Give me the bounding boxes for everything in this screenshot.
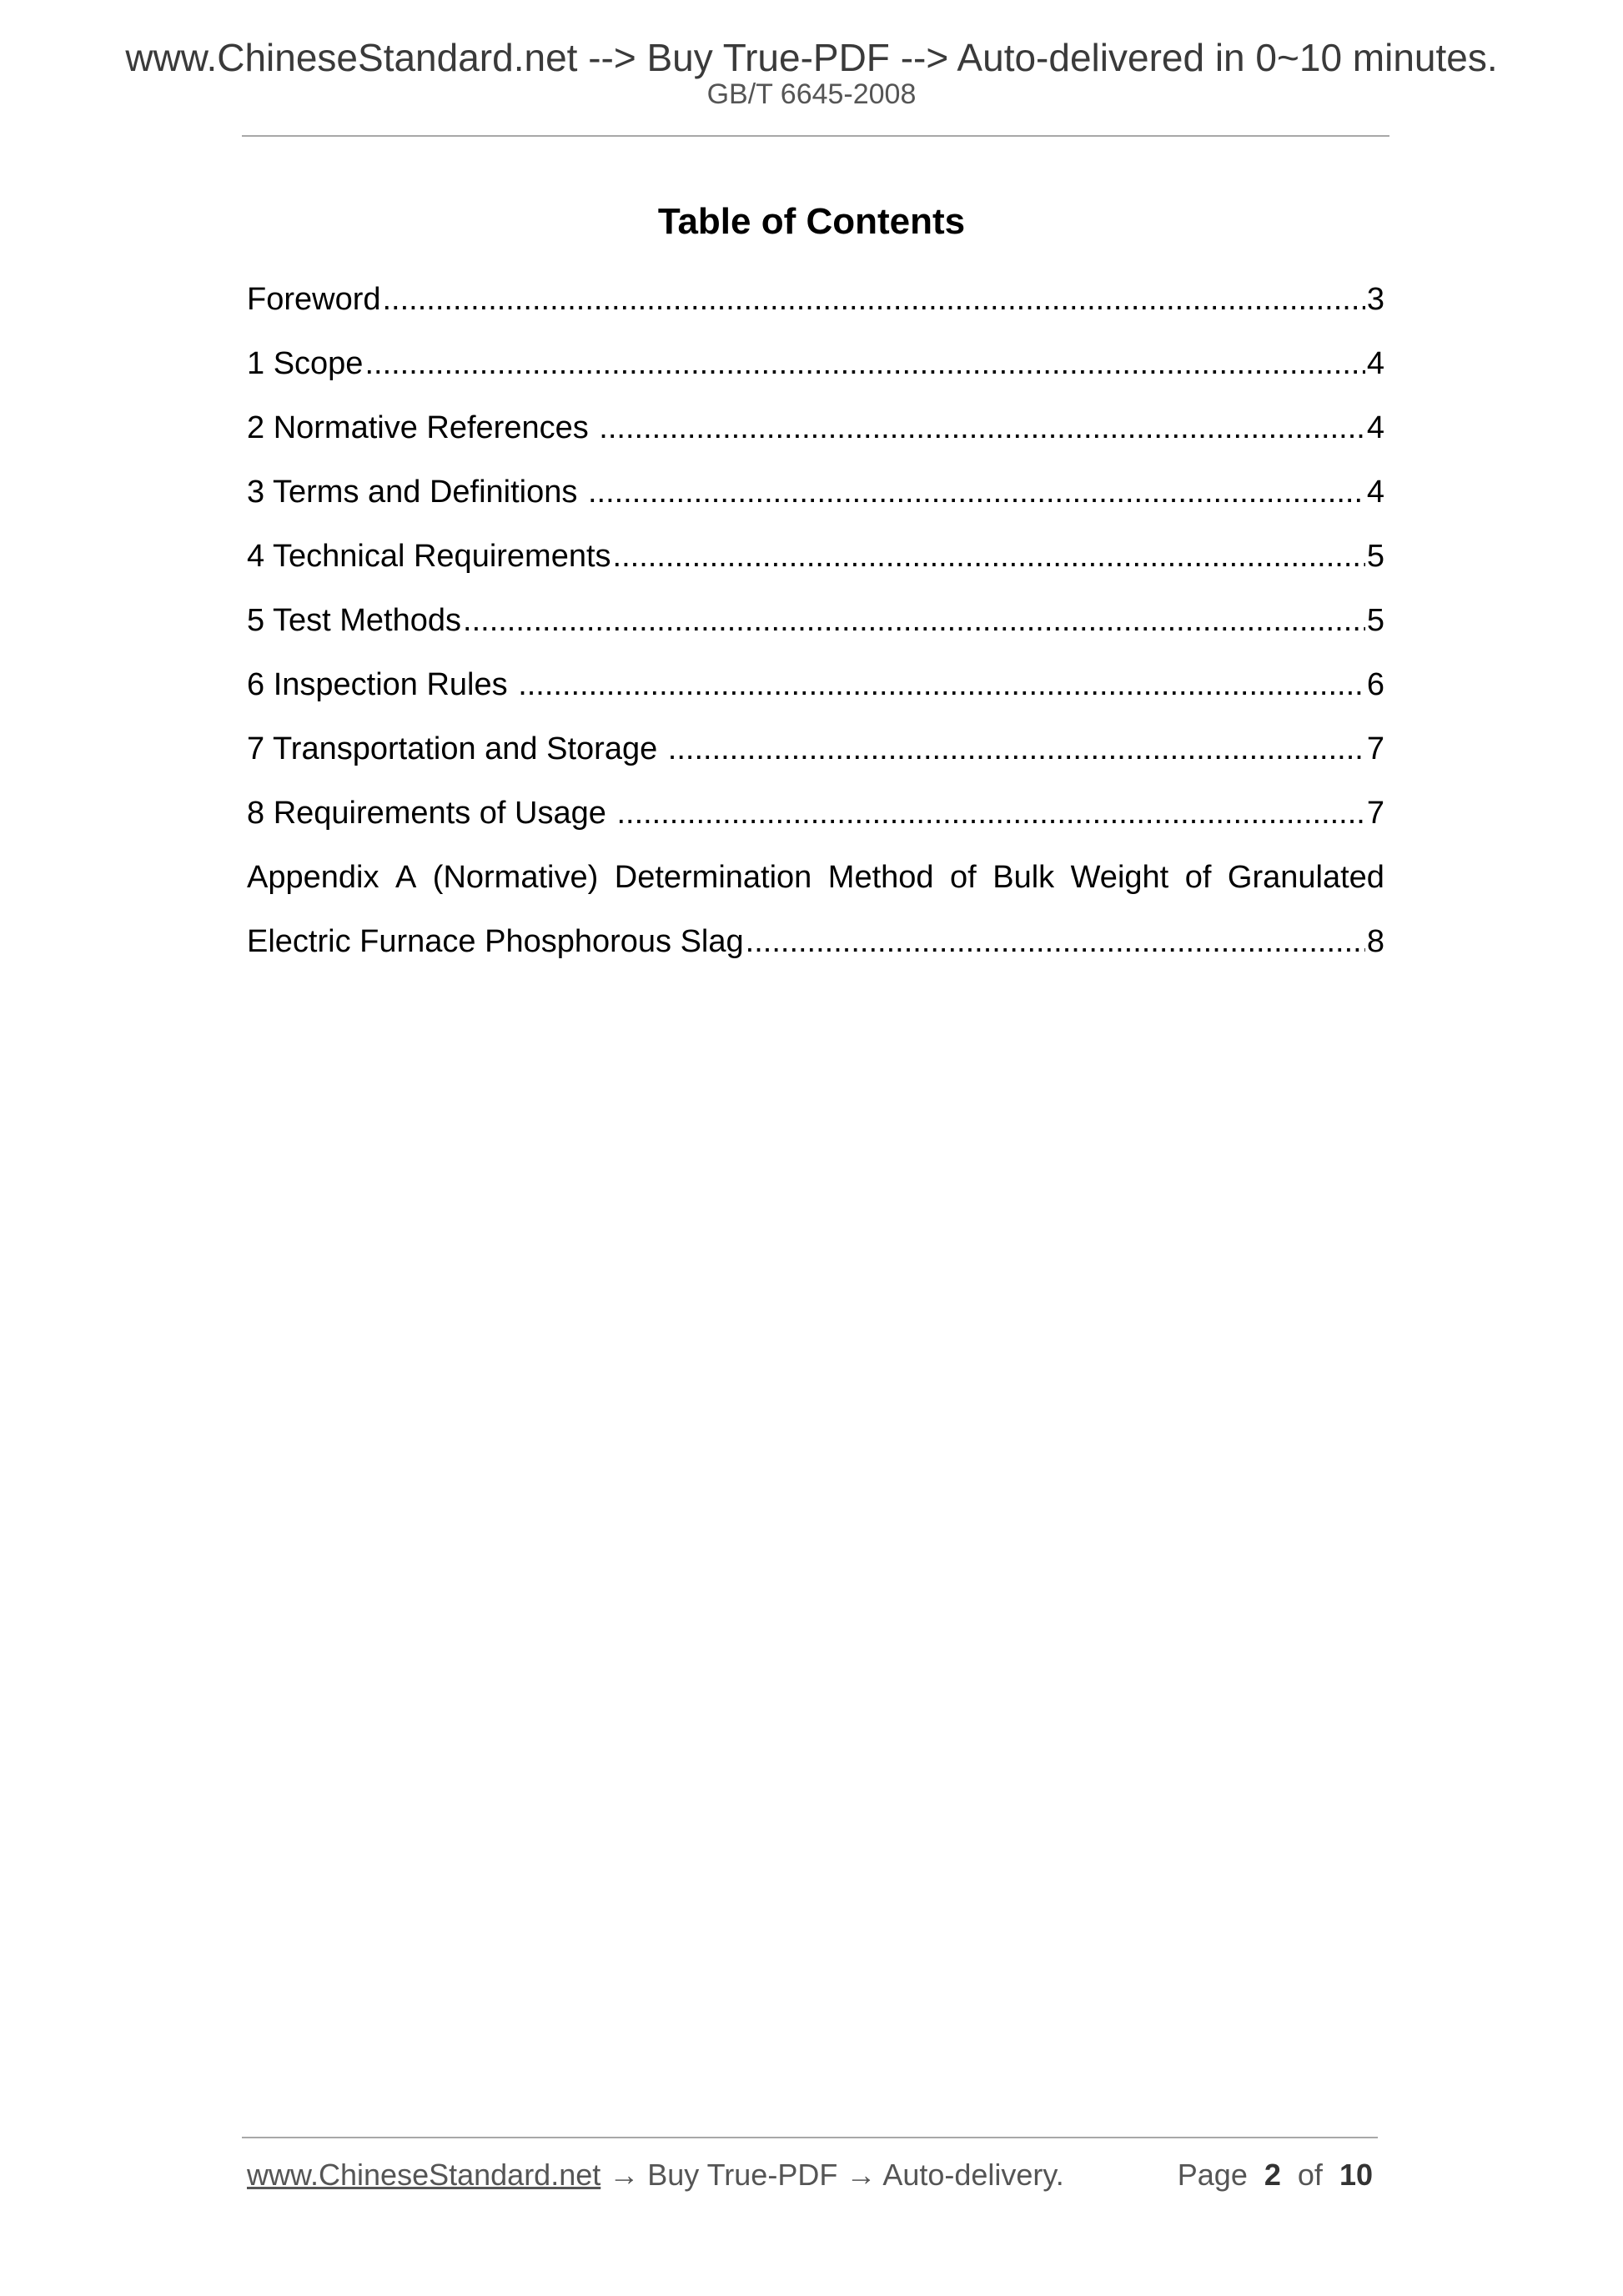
toc-entry-technical-requirements[interactable] — [247, 540, 1384, 605]
page-current: 2 — [1264, 2158, 1281, 2192]
toc-entry-page: 7 — [1366, 796, 1384, 831]
toc-entry-label: Foreword — [247, 282, 381, 317]
toc-entry-label: 7 Transportation and Storage — [247, 731, 666, 766]
appendix-word: (Normative) — [432, 860, 599, 895]
toc-leader-dots — [746, 926, 1365, 957]
toc-entry-label: 2 Normative References — [247, 410, 598, 445]
toc-entry-page: 4 — [1366, 410, 1384, 445]
page-footer — [247, 2160, 1378, 2190]
toc-entry-requirements-of-usage[interactable] — [247, 797, 1384, 862]
toc-leader-dots — [599, 412, 1365, 444]
page-total: 10 — [1339, 2158, 1373, 2192]
toc-entry-label: 4 Technical Requirements — [247, 539, 611, 574]
toc-entry-appendix-a-line1[interactable] — [247, 862, 1384, 926]
appendix-word: of — [1184, 860, 1212, 895]
toc-entry-page: 7 — [1366, 731, 1384, 766]
appendix-word: Granulated — [1227, 860, 1384, 895]
page-number — [1178, 2160, 1373, 2190]
toc-entry-appendix-a-line2[interactable] — [247, 926, 1384, 990]
toc-leader-dots — [364, 348, 1364, 379]
toc-leader-dots — [613, 540, 1365, 572]
appendix-word: A — [394, 860, 417, 895]
toc-entry-page: 4 — [1366, 346, 1384, 381]
document-code: GB/T 6645-2008 — [706, 78, 917, 110]
toc-entry-scope[interactable] — [247, 348, 1384, 412]
toc-entry-terms-and-definitions[interactable] — [247, 476, 1384, 540]
toc-entry-label: 3 Terms and Definitions — [247, 475, 586, 510]
toc-entry-label: 5 Test Methods — [247, 603, 462, 638]
appendix-word: Method — [827, 860, 934, 895]
footer-site-link[interactable]: www.ChineseStandard.net — [247, 2158, 601, 2192]
toc-leader-dots — [588, 476, 1365, 508]
toc-entry-label: Electric Furnace Phosphorous Slag — [247, 924, 744, 959]
header-divider — [242, 135, 1389, 137]
toc-entry-label: 6 Inspection Rules — [247, 667, 517, 702]
toc-entry-page: 8 — [1366, 924, 1384, 959]
toc-entry-transportation-and-storage[interactable] — [247, 733, 1384, 797]
toc-entry-label: 8 Requirements of Usage — [247, 796, 616, 831]
toc-entry-label: 1 Scope — [247, 346, 364, 381]
page-label: Page — [1177, 2158, 1248, 2192]
toc-entry-page: 5 — [1366, 603, 1384, 638]
toc-leader-dots — [463, 605, 1365, 636]
toc-entry-page: 6 — [1366, 667, 1384, 702]
toc-leader-dots — [383, 284, 1365, 315]
toc-entry-foreword[interactable] — [247, 284, 1384, 348]
appendix-word: Bulk — [992, 860, 1055, 895]
site-banner: www.ChineseStandard.net --> Buy True-PDF --> Auto-delivered in 0~10 minutes. — [125, 36, 1498, 79]
toc-entry-inspection-rules[interactable] — [247, 669, 1384, 733]
toc-entry-normative-references[interactable] — [247, 412, 1384, 476]
toc-entry-page: 5 — [1366, 539, 1384, 574]
appendix-word: Appendix — [247, 860, 379, 895]
toc-leader-dots — [616, 797, 1364, 829]
footer-tagline: → Buy True-PDF → Auto-delivery. — [600, 2158, 1064, 2192]
appendix-word: of — [950, 860, 977, 895]
toc-entry-page: 3 — [1366, 282, 1384, 317]
toc-entry-page: 4 — [1366, 475, 1384, 510]
footer-divider — [242, 2137, 1378, 2138]
table-of-contents — [247, 284, 1384, 990]
appendix-word: Determination — [614, 860, 812, 895]
appendix-word: Weight — [1070, 860, 1169, 895]
toc-leader-dots — [668, 733, 1365, 765]
page-of: of — [1297, 2158, 1323, 2192]
toc-entry-test-methods[interactable] — [247, 605, 1384, 669]
toc-title: Table of Contents — [657, 201, 966, 242]
toc-leader-dots — [518, 669, 1365, 701]
